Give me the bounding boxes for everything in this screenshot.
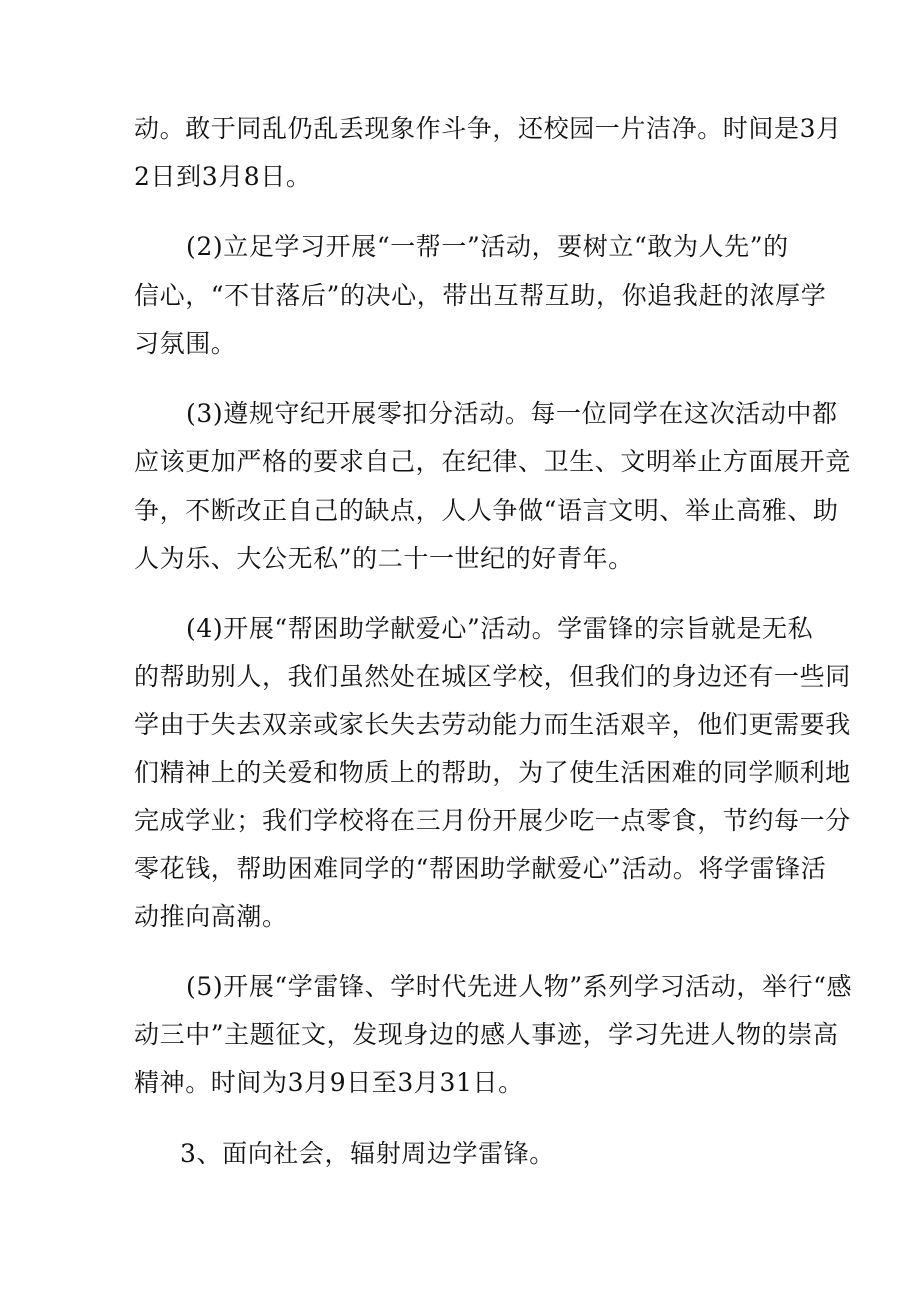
text-line: 动推向高潮。 (134, 902, 288, 931)
text-line: 动三中”主题征文，发现身边的感人事迹，学习先进人物的崇高 (134, 1020, 839, 1049)
text-line: 争，不断改正自己的缺点，人人争做“语言文明、举止高雅、助 (134, 496, 839, 525)
text-line: 们精神上的关爱和物质上的帮助，为了使生活困难的同学顺利地 (134, 758, 851, 787)
text-line: 零花钱，帮助困难同学的“帮困助学献爱心”活动。将学雷锋活 (134, 854, 827, 883)
paragraph-2-first-line: (2)立足学习开展“一帮一”活动，要树立“敢为人先”的 (186, 232, 789, 261)
text-line: 2日到3月8日。 (134, 162, 312, 191)
text-line: 应该更加严格的要求自己，在纪律、卫生、文明举止方面展开竞 (134, 447, 851, 476)
text-line: 习氛围。 (134, 329, 237, 358)
paragraph-4-first-line: (4)开展“帮困助学献爱心”活动。学雷锋的宗旨就是无私 (186, 614, 814, 643)
text-line: 动。敢于同乱仍乱丢现象作斗争，还校园一片洁净。时间是3月 (134, 114, 842, 143)
text-line: 精神。时间为3月9日至3月31日。 (134, 1068, 524, 1097)
text-line: 学由于失去双亲或家长失去劳动能力而生活艰辛，他们更需要我 (134, 710, 851, 739)
section-heading: 3、面向社会，辐射周边学雷锋。 (180, 1139, 555, 1168)
text-line: 完成学业；我们学校将在三月份开展少吃一点零食，节约每一分 (134, 806, 851, 835)
text-line: 人为乐、大公无私”的二十一世纪的好青年。 (134, 544, 634, 573)
paragraph-5-first-line: (5)开展“学雷锋、学时代先进人物”系列学习活动，举行“感 (186, 972, 853, 1001)
text-line: 的帮助别人，我们虽然处在城区学校，但我们的身边还有一些同 (134, 662, 851, 691)
text-line: 信心，“不甘落后”的决心，带出互帮互助，你追我赶的浓厚学 (134, 281, 827, 310)
paragraph-3-first-line: (3)遵规守纪开展零扣分活动。每一位同学在这次活动中都 (186, 399, 838, 428)
